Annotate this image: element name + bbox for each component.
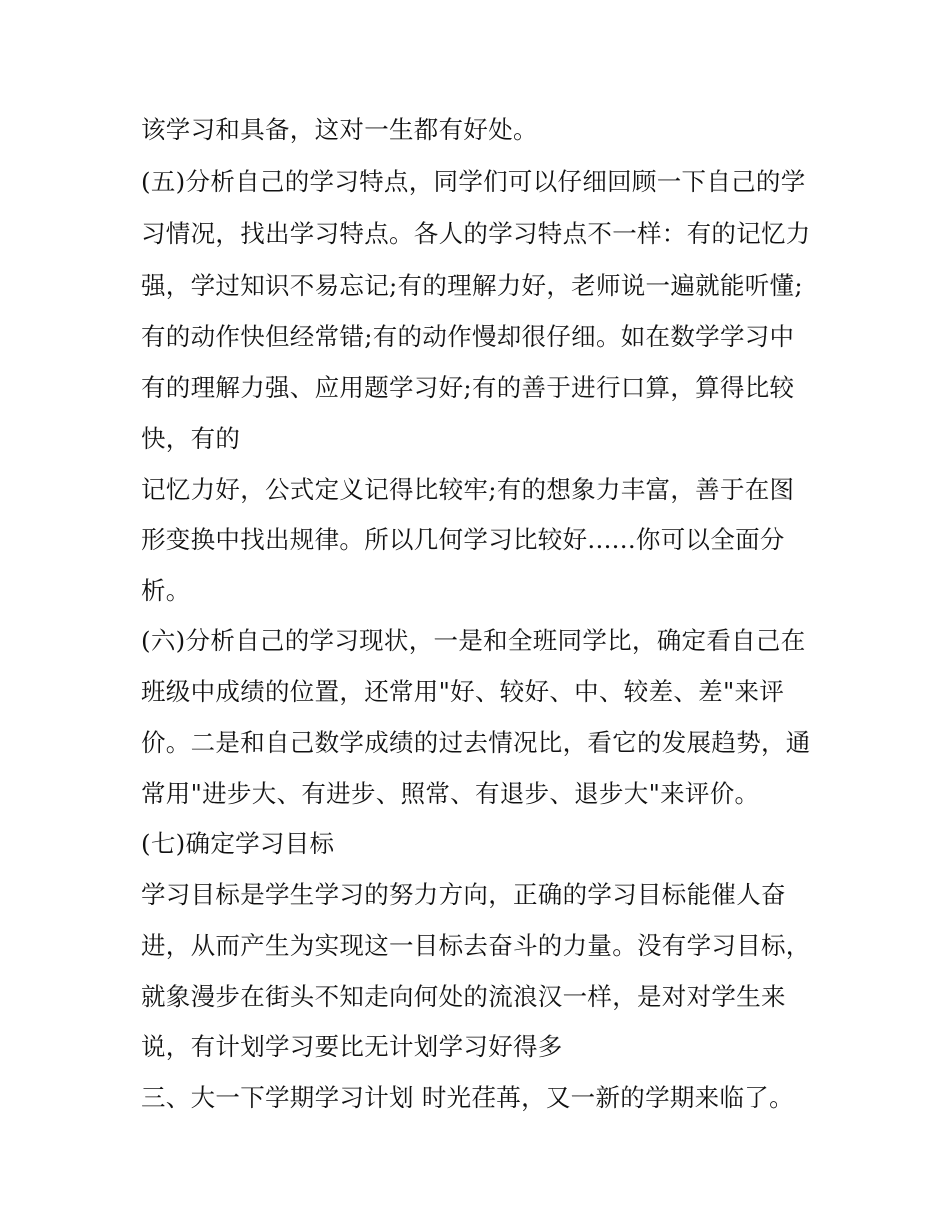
text-line-2: (五)分析自己的学习特点，同学们可以仔细回顾一下自己的学: [141, 167, 806, 196]
text-line-11: (六)分析自己的学习现状，一是和全班同学比，确定看自己在: [141, 626, 806, 655]
text-line-6: 有的理解力强、应用题学习好;有的善于进行口算，算得比较: [141, 373, 795, 402]
text-line-9: 形变换中找出规律。所以几何学习比较好......你可以全面分: [141, 525, 785, 554]
text-line-4: 强，学过知识不易忘记;有的理解力好，老师说一遍就能听懂;: [141, 271, 803, 300]
text-line-18: 就象漫步在街头不知走向何处的流浪汉一样，是对对学生来: [141, 982, 786, 1011]
text-line-12: 班级中成绩的位置，还常用"好、较好、中、较差、差"来评: [141, 677, 785, 706]
text-line-19: 说，有计划学习要比无计划学习好得多: [141, 1032, 563, 1061]
text-line-17: 进，从而产生为实现这一目标去奋斗的力量。没有学习目标，: [141, 931, 811, 960]
text-line-7: 快，有的: [141, 424, 241, 453]
text-line-15: (七)确定学习目标: [141, 829, 335, 858]
text-line-20: 三、大一下学期学习计划 时光荏苒，又一新的学期来临了。: [141, 1083, 794, 1112]
text-line-14: 常用"进步大、有进步、照常、有退步、退步大"来评价。: [141, 779, 760, 808]
text-line-10: 析。: [141, 576, 191, 605]
text-line-1: 该学习和具备，这对一生都有好处。: [141, 115, 538, 144]
text-line-5: 有的动作快但经常错;有的动作慢却很仔细。如在数学学习中: [141, 322, 795, 351]
text-line-13: 价。二是和自己数学成绩的过去情况比，看它的发展趋势，通: [141, 728, 811, 757]
text-line-16: 学习目标是学生学习的努力方向，正确的学习目标能催人奋: [141, 880, 786, 909]
text-line-8: 记忆力好，公式定义记得比较牢;有的想象力丰富，善于在图: [141, 475, 795, 504]
text-line-3: 习情况，找出学习特点。各人的学习特点不一样：有的记忆力: [141, 219, 811, 248]
